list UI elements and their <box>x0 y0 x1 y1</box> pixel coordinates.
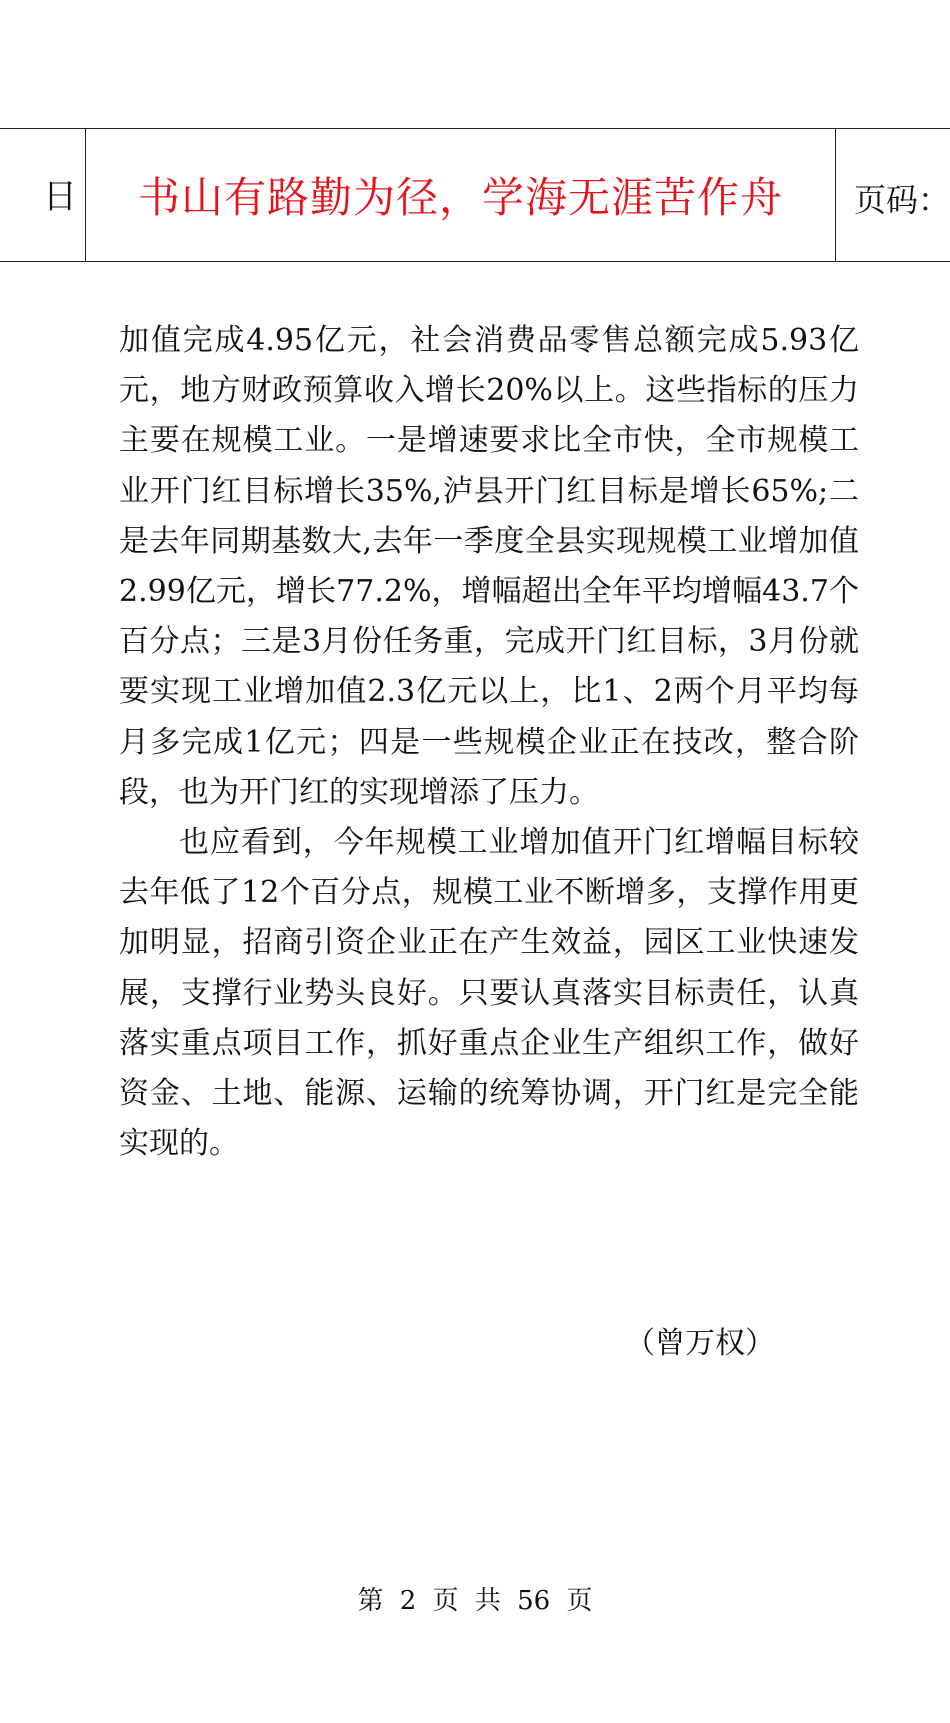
author-signature: （曾万权） <box>625 1326 775 1361</box>
page-footer: 第 2 页 共 56 页 <box>357 1586 593 1616</box>
header-table <box>0 128 950 262</box>
header-page-cell <box>836 129 950 261</box>
document-body <box>119 316 859 1169</box>
header-date-cell <box>0 129 86 261</box>
header-page-label: 页码： <box>854 181 950 219</box>
header-date-fragment: 日 <box>43 177 77 217</box>
body-paragraph-2: 也应看到，今年规模工业增加值开门红增幅目标较去年低了12个百分点，规模工业不断增多，支撑作用更加明显，招商引资企业正在产生效益，园区工业快速发展，支撑行业势头良好。只要认真落实目标责任，认真落实重点项目工作，抓好重点企业生产组织工作，做好资金、土地、能源、运输的统筹协调，开门红是完全能实现的。 <box>119 825 859 1162</box>
header-motto: 书山有路勤为径，学海无涯苦作舟 <box>86 129 836 261</box>
body-paragraph-1: 加值完成4.95亿元，社会消费品零售总额完成5.93亿元，地方财政预算收入增长20%以上。这些指标的压力主要在规模工业。一是增速要求比全市快，全市规模工业开门红目标增长35%,泸县开门红目标是增长65%;二是去年同期基数大,去年一季度全县实现规模工业增加值2.99亿元，增长77.2%，增幅超出全年平均增幅43.7个百分点；三是3月份任务重，完成开门红目标，3月份就要实现工业增加值2.3亿元以上，比1、2两个月平均每月多完成1亿元；四是一些规模企业正在技改，整合阶段，也为开门红的实现增添了压力。 <box>119 323 859 810</box>
